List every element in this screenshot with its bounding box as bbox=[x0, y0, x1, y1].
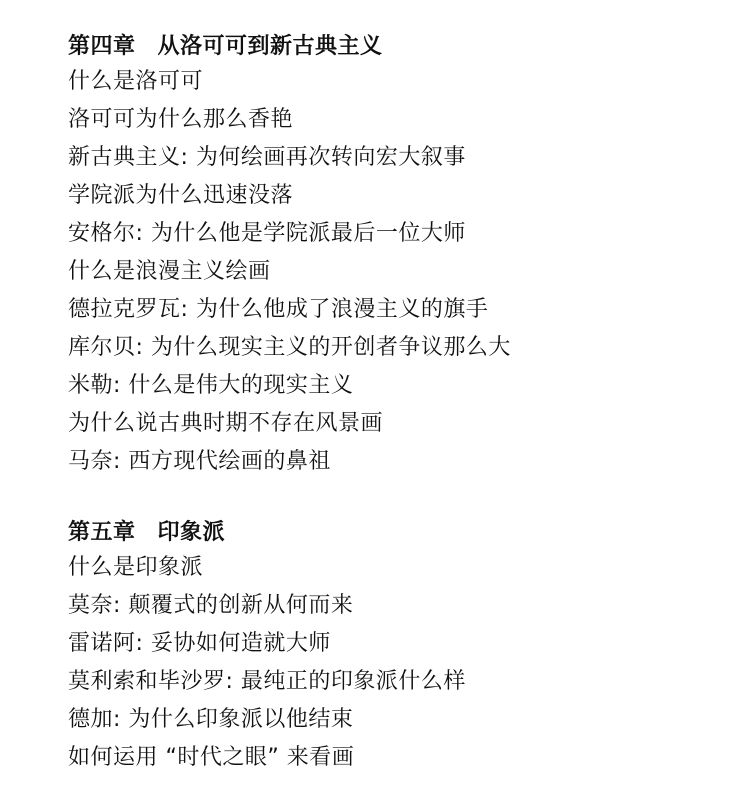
list-item: 学院派为什么迅速没落 bbox=[68, 183, 294, 208]
list-item: 如何运用 “时代之眼” 来看画 bbox=[68, 745, 355, 770]
list-item: 马奈: 西方现代绘画的鼻祖 bbox=[68, 449, 331, 474]
list-item: 库尔贝: 为什么现实主义的开创者争议那么大 bbox=[68, 335, 511, 360]
chapter-4 bbox=[68, 25, 750, 481]
list-item: 什么是浪漫主义绘画 bbox=[68, 259, 271, 284]
list-item: 雷诺阿: 妥协如何造就大师 bbox=[68, 631, 331, 656]
chapter-title: 印象派 bbox=[157, 519, 226, 545]
chapter-heading bbox=[68, 25, 750, 63]
chapter-number: 第五章 bbox=[68, 519, 136, 545]
list-item: 莫奈: 颠覆式的创新从何而来 bbox=[68, 593, 354, 618]
chapter-5 bbox=[68, 511, 750, 777]
list-item: 什么是洛可可 bbox=[68, 69, 204, 94]
list-item: 什么是印象派 bbox=[68, 555, 204, 580]
list-item: 米勒: 什么是伟大的现实主义 bbox=[68, 373, 354, 398]
list-item: 莫利索和毕沙罗: 最纯正的印象派什么样 bbox=[68, 669, 466, 694]
chapter-title: 从洛可可到新古典主义 bbox=[157, 33, 383, 59]
chapter-number: 第四章 bbox=[68, 33, 136, 59]
list-item: 新古典主义: 为何绘画再次转向宏大叙事 bbox=[68, 145, 466, 170]
list-item: 德拉克罗瓦: 为什么他成了浪漫主义的旗手 bbox=[68, 297, 489, 322]
list-item: 德加: 为什么印象派以他结束 bbox=[68, 707, 354, 732]
chapter-heading bbox=[68, 511, 750, 549]
list-item: 洛可可为什么那么香艳 bbox=[68, 107, 294, 132]
list-item: 为什么说古典时期不存在风景画 bbox=[68, 411, 384, 436]
list-item: 安格尔: 为什么他是学院派最后一位大师 bbox=[68, 221, 466, 246]
